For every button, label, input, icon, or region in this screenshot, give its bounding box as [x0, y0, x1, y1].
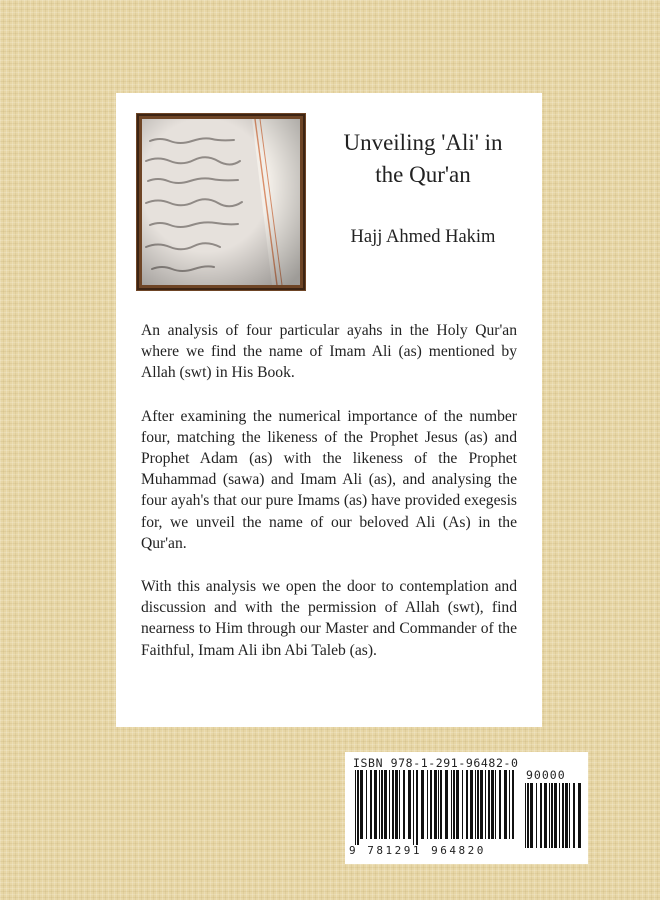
ean-digits: 9 781291 964820 — [349, 844, 486, 857]
barcode-bar — [565, 783, 568, 848]
addon-barcode-bars — [525, 783, 583, 854]
barcode-bar — [440, 770, 442, 839]
blurb-paragraph: After examining the numerical importance of the number four, matching the likeness of the Prophet Jesus (as) and Prophet Adam (as) with the likeness of the Prophet Muhammad (sawa) and Imam Ali (as), and analysing the four ayah's that our pure Imams (as) have provided exegesis for, we unveil the name of our beloved Ali (As) in the Qur'an. — [141, 407, 517, 552]
barcode-bar — [485, 770, 486, 839]
barcode-bar — [544, 783, 547, 848]
quran-page-image — [142, 119, 300, 285]
barcode-bar — [462, 770, 463, 839]
barcode-bar — [355, 770, 356, 845]
cover-content-panel — [116, 93, 542, 727]
barcode-bar — [434, 770, 437, 839]
book-title-line-2: the Qur'an — [375, 162, 471, 187]
barcode-bar — [549, 783, 550, 848]
barcode-bar — [554, 783, 557, 848]
barcode-bar — [540, 783, 542, 848]
barcode-bar — [374, 770, 377, 839]
barcode-bar — [578, 783, 581, 848]
barcode-bar — [525, 783, 526, 848]
barcode-bar — [530, 783, 533, 848]
barcode-bar — [512, 770, 514, 839]
barcode-bar — [413, 770, 414, 845]
barcode-bar — [392, 770, 394, 839]
isbn-text: ISBN 978-1-291-96482-0 — [353, 756, 519, 770]
barcode-bar — [408, 770, 411, 839]
barcode-bar — [399, 770, 400, 839]
barcode-bar — [453, 770, 455, 839]
barcode-bar — [421, 770, 424, 839]
barcode-bar — [569, 783, 570, 848]
barcode-bar — [366, 770, 367, 839]
quran-page-photo — [136, 113, 306, 291]
barcode-bar — [559, 783, 560, 848]
barcode-bar — [384, 770, 387, 839]
barcode-bar — [360, 770, 363, 839]
book-title-line-1: Unveiling 'Ali' in — [343, 130, 503, 155]
barcode-bar — [370, 770, 372, 839]
barcode-bar — [427, 770, 428, 839]
barcode-bar — [438, 770, 439, 839]
barcode-bar — [379, 770, 380, 839]
barcode-bar — [470, 770, 473, 839]
barcode-bar — [536, 783, 537, 848]
barcode-bar — [504, 770, 507, 839]
barcode-bar — [573, 783, 575, 848]
blurb — [141, 320, 517, 683]
barcode-bar — [416, 770, 418, 845]
barcode-bar — [495, 770, 496, 839]
barcode-bar — [488, 770, 490, 839]
barcode-bar — [509, 770, 510, 839]
barcode-bar — [389, 770, 390, 839]
barcode-bar — [491, 770, 494, 839]
barcode-bar — [456, 770, 459, 839]
barcode-label — [345, 752, 588, 864]
price-code: 90000 — [526, 768, 566, 782]
barcode-bar — [395, 770, 398, 839]
barcode-bar — [451, 770, 452, 839]
barcode-bar — [477, 770, 479, 839]
barcode-bar — [445, 770, 448, 839]
barcode-bar — [562, 783, 564, 848]
barcode-bar — [499, 770, 501, 839]
barcode-bar — [430, 770, 432, 839]
barcode-bar — [551, 783, 553, 848]
barcode-bar — [480, 770, 483, 839]
blurb-paragraph: An analysis of four particular ayahs in the Holy Qur'an where we find the name of Imam Ali (as) mentioned by Allah (swt) in His Book. — [141, 322, 517, 382]
barcode-bar — [357, 770, 359, 845]
barcode-bar — [403, 770, 405, 839]
barcode-bar — [527, 783, 529, 848]
ean-barcode-bars — [355, 770, 515, 845]
barcode-bar — [475, 770, 476, 839]
barcode-bar — [381, 770, 383, 839]
book-author: Hajj Ahmed Hakim — [350, 227, 496, 247]
barcode-bar — [466, 770, 468, 839]
blurb-paragraph: With this analysis we open the door to contemplation and discussion and with the permission of Allah (swt), find nearness to Him through our Master and Commander of the Faithful, Imam Ali ibn Abi Taleb (as). — [141, 578, 517, 659]
book-title — [316, 127, 530, 191]
